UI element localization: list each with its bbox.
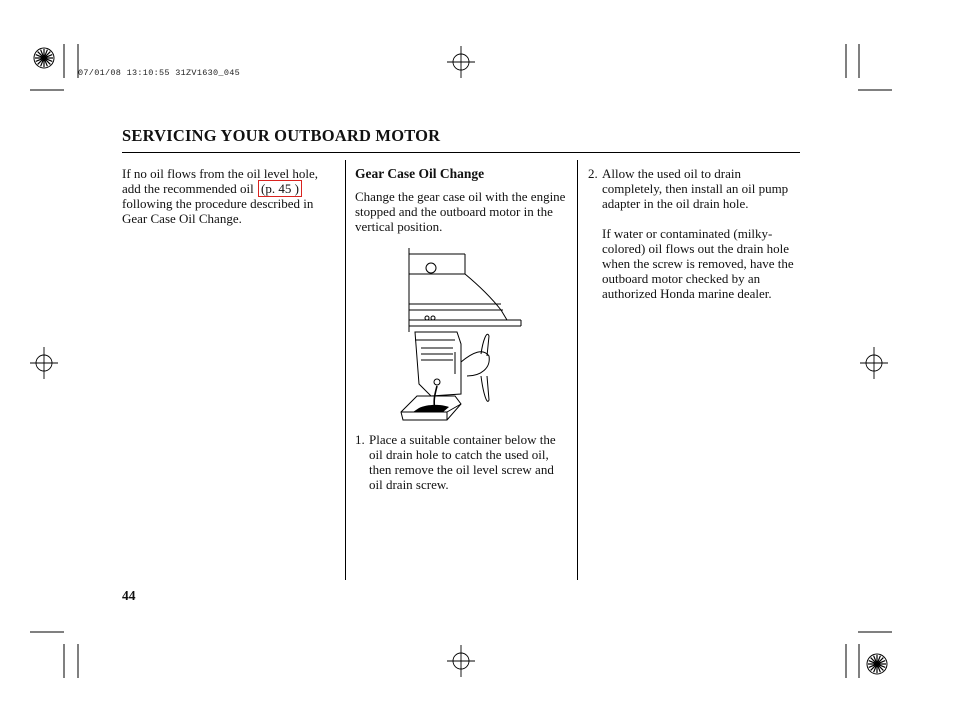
gear-case-heading: Gear Case Oil Change bbox=[355, 166, 485, 181]
gear-case-drain-illustration bbox=[395, 244, 530, 424]
title-rule bbox=[122, 152, 800, 153]
column-divider-2 bbox=[577, 160, 578, 580]
oil-level-paragraph bbox=[122, 166, 340, 226]
section-title: SERVICING YOUR OUTBOARD MOTOR bbox=[122, 126, 441, 145]
page-number: 44 bbox=[122, 588, 136, 603]
crosshair-bottom bbox=[447, 645, 475, 677]
step-2-text: Allow the used oil to drain completely, then install an oil pump adapter in the oil drain hole. bbox=[602, 166, 789, 211]
column-divider-1 bbox=[345, 160, 346, 580]
registration-target-top-left bbox=[34, 48, 54, 68]
column-3 bbox=[588, 166, 803, 301]
contamination-note: If water or contaminated (milky-colored) oil flows out the drain hole when the screw is removed, have the outboard motor checked by an authorized Honda marine dealer. bbox=[602, 226, 794, 301]
page-reference-link[interactable]: (p. 45 ) bbox=[258, 180, 302, 197]
step-1-number: 1. bbox=[355, 432, 365, 447]
step-1-text: Place a suitable container below the oil drain hole to catch the used oil, then remove the oil level screw and oil drain screw. bbox=[369, 432, 556, 492]
registration-target-bottom-right bbox=[867, 654, 887, 674]
gear-case-intro: Change the gear case oil with the engine stopped and the outboard motor in the vertical position. bbox=[355, 189, 566, 234]
step-1 bbox=[355, 432, 570, 492]
step-2-number: 2. bbox=[588, 166, 598, 181]
column1-text-before-link: If no oil flows from the oil level hole, add the recommended oil bbox=[122, 166, 319, 196]
print-stamp: 07/01/08 13:10:55 31ZV1630_045 bbox=[78, 68, 241, 78]
crosshair-left bbox=[30, 347, 58, 379]
column-1 bbox=[122, 166, 340, 226]
crosshair-top bbox=[447, 46, 475, 78]
column1-text-after-link: following the procedure described in Gear Case Oil Change. bbox=[122, 196, 314, 226]
column-2 bbox=[355, 166, 570, 234]
crosshair-right bbox=[860, 347, 888, 379]
